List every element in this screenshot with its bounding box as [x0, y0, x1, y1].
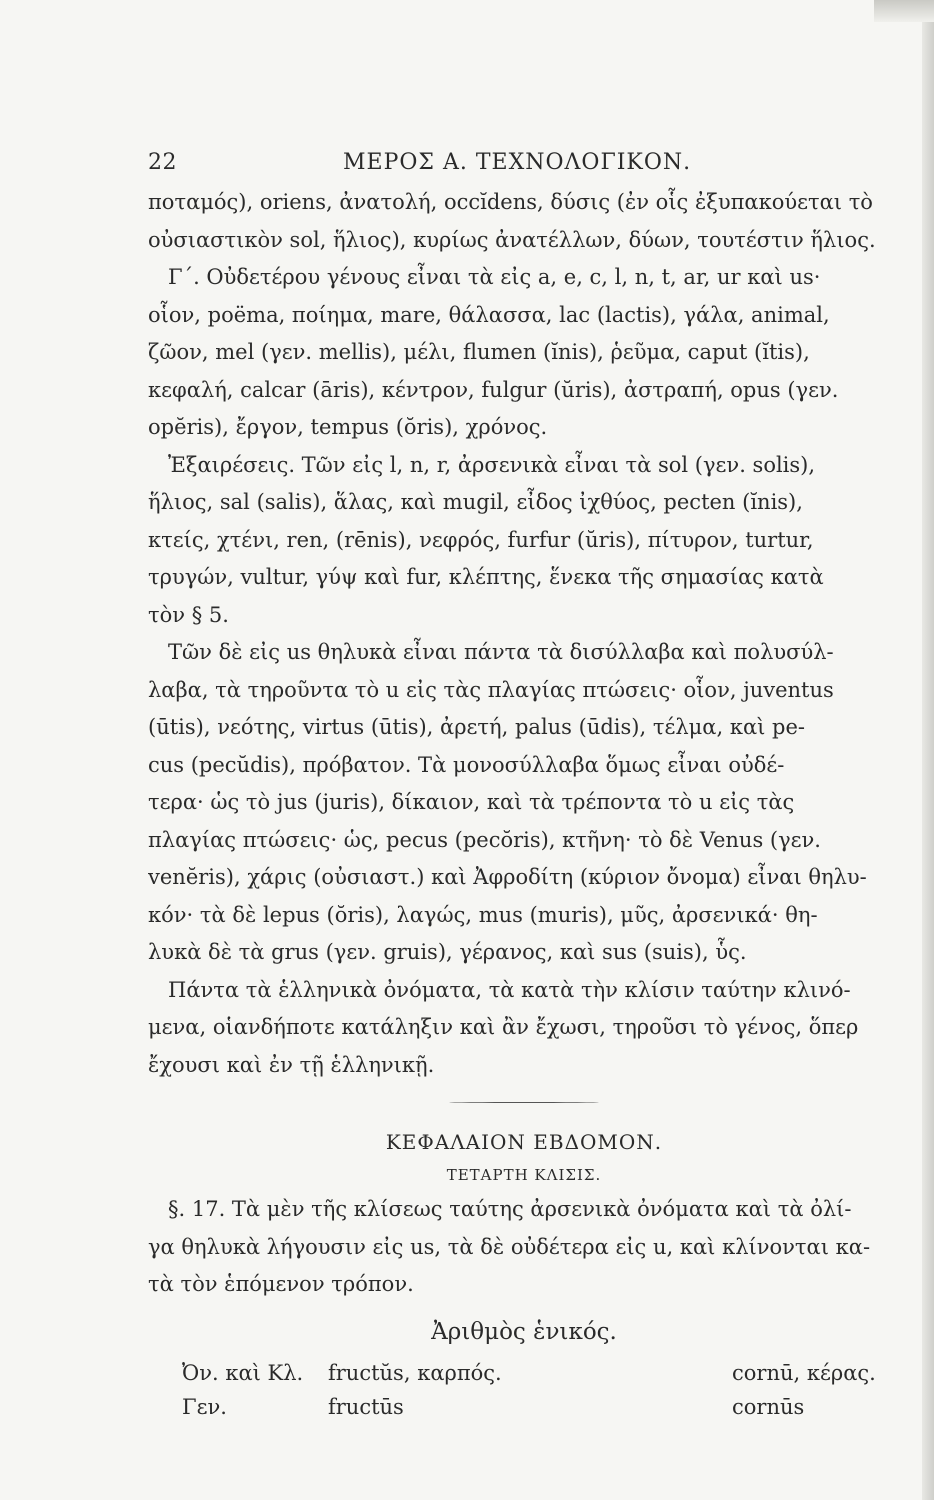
text-line: μενα, οἱανδήποτε κατάληξιν καὶ ἂν ἔχωσι, τηροῦσι τὸ γένος, ὅπερ — [148, 1015, 859, 1039]
paradigm-table — [148, 1356, 900, 1424]
body-text — [148, 184, 900, 1084]
text-line: ἥλιος, sal (salis), ἅλας, καὶ mugil, εἶδος ἰχθύος, pecten (ĭnis), — [148, 490, 803, 514]
section-text — [148, 1191, 900, 1304]
text-line: οἷον, poëma, ποίημα, mare, θάλασσα, lac (lactis), γάλα, animal, — [148, 302, 830, 327]
text-line: κτείς, χτένι, ren, (rēnis), νεφρός, furfur (ŭris), πίτυρον, turtur, — [148, 527, 814, 552]
paradigm-row — [148, 1356, 900, 1390]
case-label: Γεν. — [182, 1394, 227, 1419]
page-edge-shadow — [922, 0, 934, 1500]
text-line: τρυγών, vultur, γύψ καὶ fur, κλέπτης, ἕνεκα τῆς σημασίας κατὰ — [148, 565, 824, 589]
page-number: 22 — [148, 150, 177, 175]
page-corner-shadow — [874, 0, 934, 22]
ornamental-rule — [449, 1102, 599, 1103]
text-line: ποταμός), oriens, ἀνατολή, occĭdens, δύσις (ἐν οἷς ἐξυπακούεται τὸ — [148, 190, 873, 214]
chapter-title: ΚΕΦΑΛΑΙΟΝ ΕΒΔΟΜΟΝ. — [385, 1130, 663, 1154]
book-page — [148, 150, 900, 1424]
text-line: ἔχουσι καὶ ἐν τῇ ἑλληνικῇ. — [148, 1052, 435, 1077]
text-line: cus (pecŭdis), πρόβατον. Τὰ μονοσύλλαβα ὅμως εἶναι οὐδέ- — [148, 752, 785, 777]
text-line: §. 17. Τὰ μὲν τῆς κλίσεως ταύτης ἀρσενικὰ ὀνόματα καὶ τὰ ὀλί- — [168, 1197, 852, 1221]
text-line: λαβα, τὰ τηροῦντα τὸ u εἰς τὰς πλαγίας πτώσεις· οἷον, juventus — [148, 677, 834, 702]
text-line: τὸν § 5. — [148, 602, 229, 627]
text-line: (ūtis), νεότης, virtus (ūtis), ἀρετή, palus (ūdis), τέλμα, καὶ pe- — [148, 715, 805, 739]
paradigm-form: fructŭs, καρπός. — [328, 1360, 502, 1385]
chapter-subtitle: ΤΕΤΑΡΤΗ ΚΛΙΣΙΣ. — [446, 1166, 602, 1184]
text-line: venĕris), χάρις (οὐσιαστ.) καὶ Ἀφροδίτη (κύριον ὄνομα) εἶναι θηλυ- — [148, 865, 867, 889]
text-line: ζῶον, mel (γεν. mellis), μέλι, flumen (ĭnis), ῥεῦμα, caput (ĭtis), — [148, 340, 810, 364]
text-line: κόν· τὰ δὲ lepus (ŏris), λαγώς, mus (muris), μῦς, ἀρσενικά· θη- — [148, 902, 818, 927]
text-line: γα θηλυκὰ λήγουσιν εἰς us, τὰ δὲ οὐδέτερα εἰς u, καὶ κλίνονται κα- — [148, 1234, 871, 1259]
text-line: τερα· ὡς τὸ jus (juris), δίκαιον, καὶ τὰ τρέποντα τὸ u εἰς τὰς — [148, 790, 795, 814]
number-heading: Ἀριθμὸς ἑνικός. — [431, 1318, 617, 1345]
text-line: Γ΄. Οὐδετέρου γένους εἶναι τὰ εἰς a, e, c, l, n, t, ar, ur καὶ us· — [168, 265, 821, 289]
text-line: Ἐξαιρέσεις. Τῶν εἰς l, n, r, ἀρσενικὰ εἶναι τὰ sol (γεν. solis), — [168, 452, 816, 477]
text-line: κεφαλή, calcar (āris), κέντρον, fulgur (ŭris), ἀστραπή, opus (γεν. — [148, 377, 839, 402]
page-header — [148, 150, 900, 184]
paradigm-form: fructūs — [328, 1394, 404, 1419]
text-line: οὐσιαστικὸν sol, ἥλιος), κυρίως ἀνατέλλων, δύων, τουτέστιν ἥλιος. — [148, 227, 876, 252]
case-label: Ὀν. καὶ Κλ. — [182, 1360, 304, 1385]
paradigm-row — [148, 1390, 900, 1424]
running-title: ΜΕΡΟΣ Α. ΤΕΧΝΟΛΟΓΙΚΟΝ. — [343, 150, 692, 175]
text-line: Τῶν δὲ εἰς us θηλυκὰ εἶναι πάντα τὰ δισύλλαβα καὶ πολυσύλ- — [168, 640, 834, 664]
text-line: opĕris), ἔργον, tempus (ŏris), χρόνος. — [148, 415, 548, 439]
text-line: λυκὰ δὲ τὰ grus (γεν. gruis), γέρανος, καὶ sus (suis), ὗς. — [148, 940, 747, 964]
paradigm-form: cornū, κέρας. — [732, 1360, 876, 1385]
paradigm-form: cornūs — [732, 1394, 805, 1419]
text-line: πλαγίας πτώσεις· ὡς, pecus (pecŏris), κτῆνη· τὸ δὲ Venus (γεν. — [148, 827, 821, 852]
text-line: τὰ τὸν ἑπόμενον τρόπον. — [148, 1272, 414, 1296]
text-line: Πάντα τὰ ἑλληνικὰ ὀνόματα, τὰ κατὰ τὴν κλίσιν ταύτην κλινό- — [168, 977, 851, 1002]
